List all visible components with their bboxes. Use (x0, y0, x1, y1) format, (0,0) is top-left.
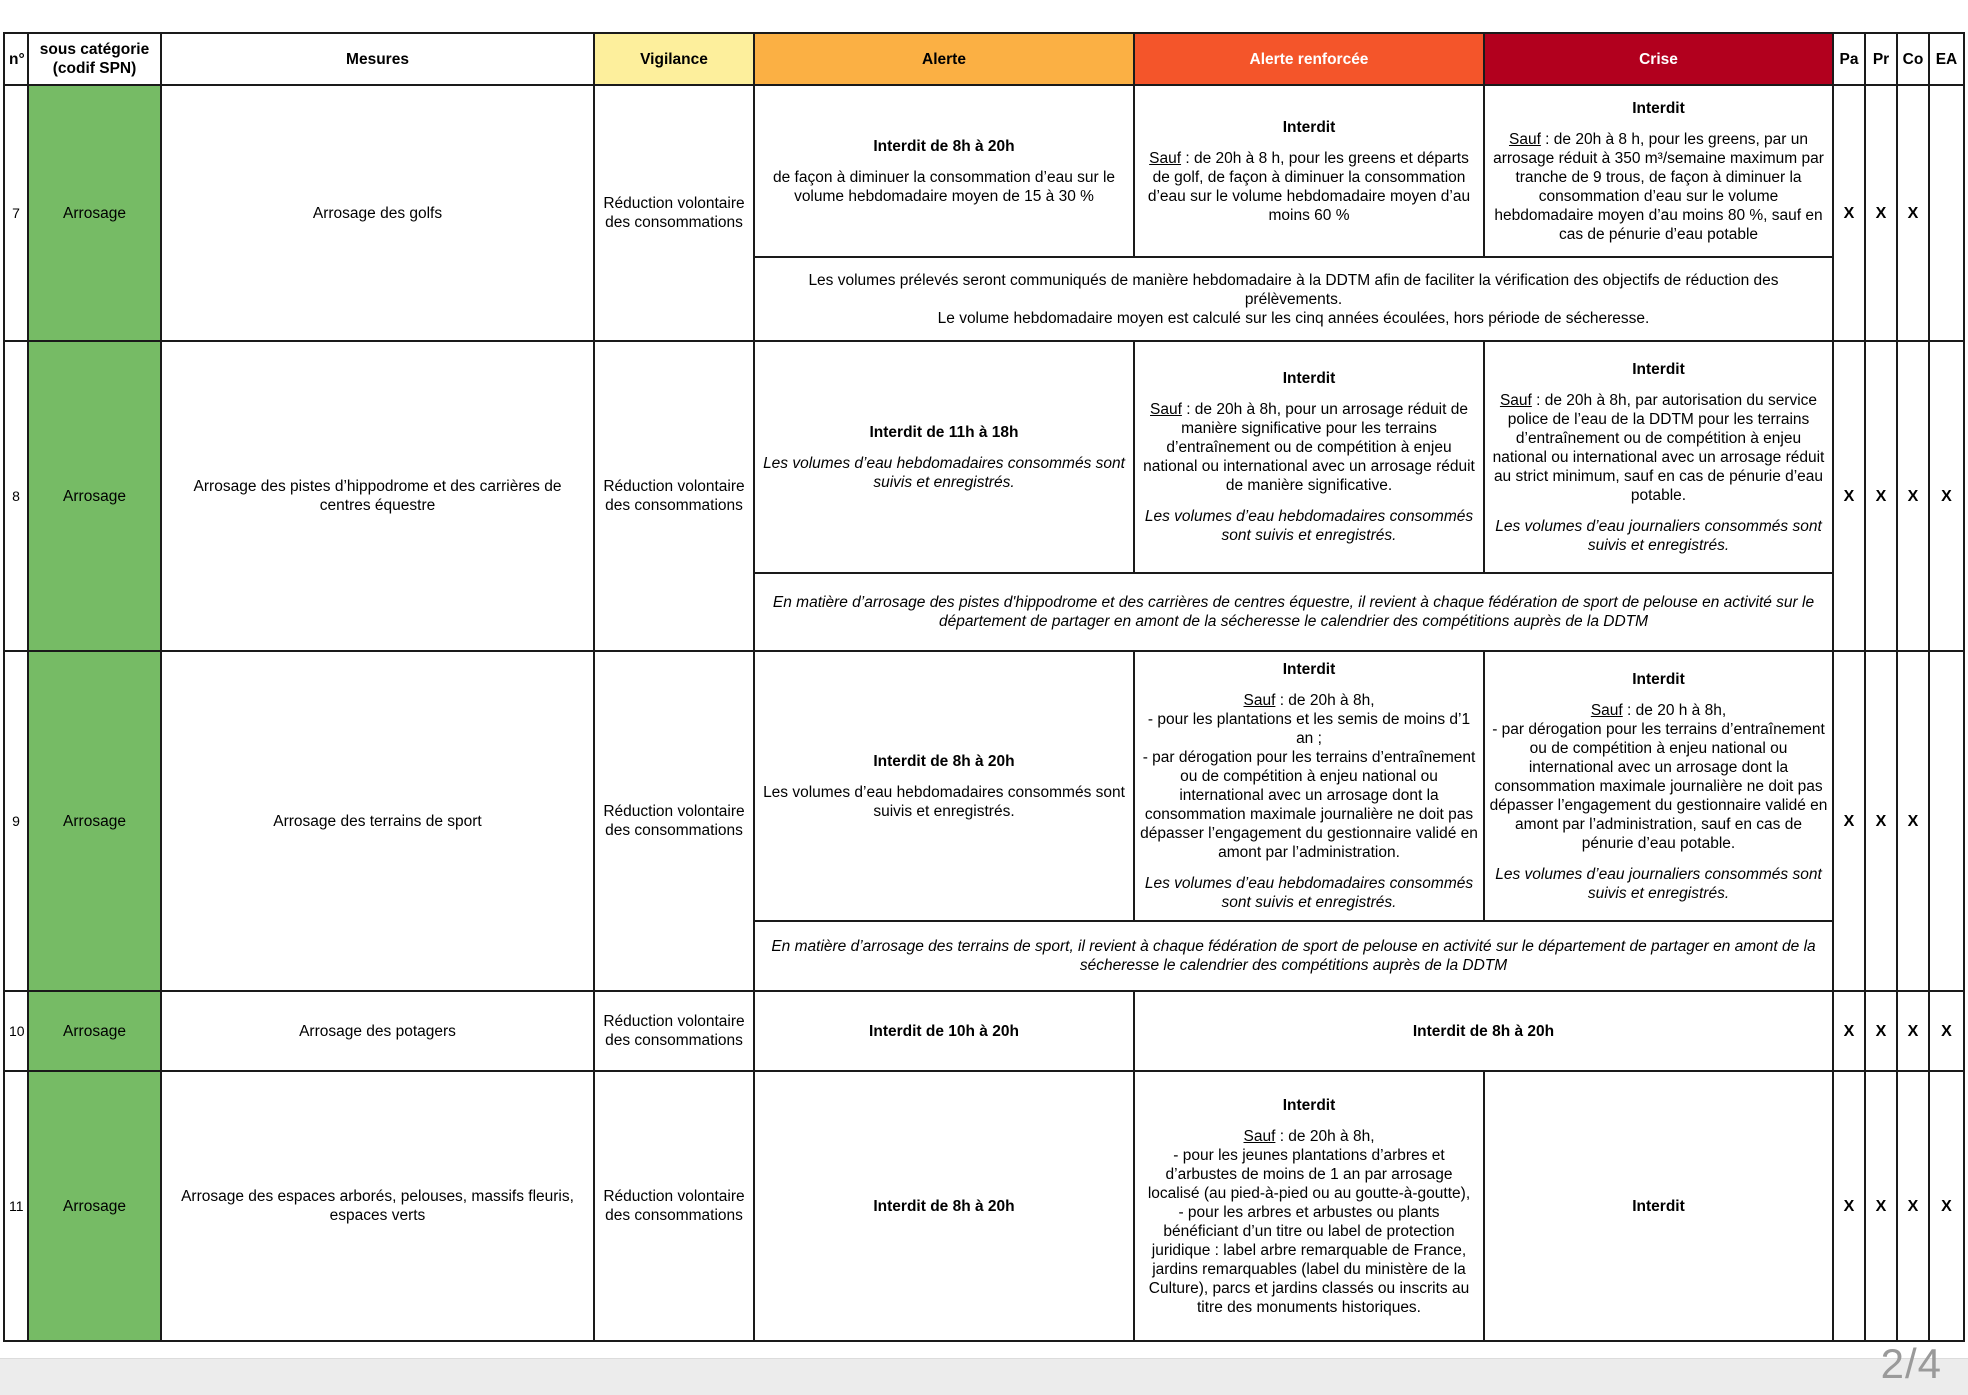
pr-cell: X (1865, 651, 1897, 991)
category-cell: Arrosage (28, 1071, 161, 1341)
sauf-label: Sauf (1508, 130, 1541, 148)
row-number: 7 (4, 85, 28, 341)
alerte-text: Les volumes d’eau hebdomadaires consommés sont suivis et enregistrés. (763, 454, 1125, 491)
alerte-cell (754, 85, 1134, 257)
alerte-cell: Interdit de 8h à 20h (754, 1071, 1134, 1341)
header-n: n° (4, 33, 28, 85)
header-ea: EA (1929, 33, 1964, 85)
mesure-cell: Arrosage des potagers (161, 991, 594, 1071)
crise-note: Les volumes d’eau journaliers consommés sont suivis et enregistrés. (1495, 517, 1822, 554)
page-number: 2/4 (1880, 1340, 1942, 1387)
alerte-title: Interdit de 11h à 18h (869, 423, 1019, 441)
note-cell: En matière d’arrosage des pistes d'hippodrome et des carrières de centres équestre, il revient à chaque fédération de sport de pelouse en activité sur le département de partager en amont de la sécheresse le calendrier des compétitions auprès de la DDTM (754, 573, 1833, 651)
ar-note: Les volumes d’eau hebdomadaires consommés sont suivis et enregistrés. (1144, 875, 1474, 911)
header-crise: Crise (1484, 33, 1833, 85)
vigilance-cell: Réduction volontaire des consommations (594, 991, 754, 1071)
ea-cell (1929, 651, 1964, 991)
mesure-cell: Arrosage des pistes d’hippodrome et des carrières de centres équestre (161, 341, 594, 651)
mesure-cell: Arrosage des terrains de sport (161, 651, 594, 991)
header-pa: Pa (1833, 33, 1865, 85)
pa-cell: X (1833, 651, 1865, 991)
ea-cell: X (1929, 341, 1964, 651)
ar-line-1: - pour les jeunes plantations d’arbres et d’arbustes de moins de 1 an par arrosage localisé (au pied-à-pied ou au goutte-à-goutte), (1147, 1146, 1471, 1202)
co-cell: X (1897, 85, 1929, 341)
crise-cell: Interdit (1484, 1071, 1833, 1341)
row-number: 9 (4, 651, 28, 991)
ea-cell: X (1929, 1071, 1964, 1341)
table-row (4, 1071, 1964, 1341)
sauf-label: Sauf (1243, 692, 1276, 709)
ar-text: Sauf : de 20h à 8h, pour un arrosage réduit de manière significative pour les terrains d’entraînement ou de compétition à enjeu national ou international avec un arrosage réduit de manière significative. (1143, 401, 1475, 494)
sauf-label: Sauf (1150, 401, 1182, 418)
row-number: 8 (4, 341, 28, 651)
alerte-renforcee-cell (1134, 651, 1484, 921)
ar-text: Sauf : de 20h à 8h, (1243, 1127, 1375, 1145)
crise-line-1: - par dérogation pour les terrains d’entraînement ou de compétition à enjeu national ou international avec un arrosage dont la consommation maximale journalière ne doit pas dépasser l’engagement du gestionnaire validé en amont par l’administration, sauf en cas de pénurie d’eau potable. (1489, 720, 1828, 852)
ea-cell: X (1929, 991, 1964, 1071)
mesure-cell: Arrosage des espaces arborés, pelouses, massifs fleuris, espaces verts (161, 1071, 594, 1341)
crise-cell (1484, 651, 1833, 921)
vigilance-cell: Réduction volontaire des consommations (594, 85, 754, 341)
row-number: 10 (4, 991, 28, 1071)
pr-cell: X (1865, 1071, 1897, 1341)
vigilance-cell: Réduction volontaire des consommations (594, 341, 754, 651)
pa-cell: X (1833, 85, 1865, 341)
table-row (4, 651, 1964, 921)
alerte-title: Interdit de 8h à 20h (873, 752, 1015, 770)
header-sous-categorie: sous catégorie (codif SPN) (28, 33, 161, 85)
ea-cell (1929, 85, 1964, 341)
co-cell: X (1897, 341, 1929, 651)
alerte-renforcee-cell (1134, 341, 1484, 573)
restriction-table (3, 32, 1965, 1342)
co-cell: X (1897, 1071, 1929, 1341)
vigilance-cell: Réduction volontaire des consommations (594, 651, 754, 991)
ar-title: Interdit (1282, 118, 1336, 136)
co-cell: X (1897, 651, 1929, 991)
alerte-renforcee-cell (1134, 1071, 1484, 1341)
sauf-label: Sauf (1243, 1127, 1276, 1145)
crise-cell (1484, 85, 1833, 257)
table-row (4, 341, 1964, 573)
note-cell: En matière d’arrosage des terrains de sport, il revient à chaque fédération de sport de pelouse en activité sur le département de partager en amont de la sécheresse le calendrier des compétitions auprès de la DDTM (754, 921, 1833, 991)
bottom-bar (0, 1358, 1968, 1395)
ar-title: Interdit (1282, 661, 1336, 678)
pa-cell: X (1833, 341, 1865, 651)
pa-cell: X (1833, 1071, 1865, 1341)
header-pr: Pr (1865, 33, 1897, 85)
vigilance-cell: Réduction volontaire des consommations (594, 1071, 754, 1341)
note-line-2: Le volume hebdomadaire moyen est calculé sur les cinq années écoulées, hors période de sécheresse. (937, 309, 1650, 327)
crise-title: Interdit (1632, 99, 1685, 117)
category-cell: Arrosage (28, 991, 161, 1071)
ar-line-2: - par dérogation pour les terrains d’entraînement ou de compétition à enjeu national ou international avec un arrosage dont la consommation maximale journalière ne doit pas dépasser l’engagement du gestionnaire validé en amont par l’administration. (1140, 749, 1478, 861)
alerte-text: Les volumes d’eau hebdomadaires consommés sont suivis et enregistrés. (763, 783, 1125, 820)
pr-cell: X (1865, 991, 1897, 1071)
ar-line-2: - pour les arbres et arbustes ou plants bénéficiant d’un titre ou label de protection juridique : label arbre remarquable de France, jardins remarquables (label du ministère de la Culture), parcs et jardins classés ou inscrits au titre des monuments historiques. (1148, 1203, 1470, 1316)
category-cell: Arrosage (28, 651, 161, 991)
table-row (4, 991, 1964, 1071)
crise-cell (1484, 341, 1833, 573)
mesure-cell: Arrosage des golfs (161, 85, 594, 341)
ar-crise-cell: Interdit de 8h à 20h (1134, 991, 1833, 1071)
sauf-label: Sauf (1499, 391, 1532, 409)
category-cell: Arrosage (28, 341, 161, 651)
pa-cell: X (1833, 991, 1865, 1071)
ar-text: Sauf : de 20h à 8h, (1243, 692, 1375, 709)
alerte-title: Interdit de 8h à 20h (873, 137, 1015, 155)
ar-text: Sauf : de 20h à 8 h, pour les greens et départs de golf, de façon à diminuer la consommation d’eau sur le volume hebdomadaire moyen d’au moins 60 % (1147, 149, 1471, 224)
category-cell: Arrosage (28, 85, 161, 341)
pr-cell: X (1865, 85, 1897, 341)
co-cell: X (1897, 991, 1929, 1071)
table-row (4, 85, 1964, 257)
pr-cell: X (1865, 341, 1897, 651)
ar-title: Interdit (1282, 1096, 1336, 1114)
ar-title: Interdit (1282, 370, 1336, 387)
header-mesures: Mesures (161, 33, 594, 85)
note-line-1: Les volumes prélevés seront communiqués de manière hebdomadaire à la DDTM afin de faciliter la vérification des objectifs de réduction des prélèvements. (808, 271, 1779, 308)
header-co: Co (1897, 33, 1929, 85)
crise-title: Interdit (1632, 670, 1685, 688)
ar-note: Les volumes d’eau hebdomadaires consommés sont suivis et enregistrés. (1144, 508, 1474, 544)
crise-text: Sauf : de 20h à 8 h, pour les greens, par un arrosage réduit à 350 m³/semaine maximum par tranche de 9 trous, de façon à diminuer la consommation d’eau sur le volume hebdomadaire moyen d’au moins 80 %, sauf en cas de pénurie d’eau potable (1493, 130, 1824, 243)
row-number: 11 (4, 1071, 28, 1341)
ar-line-1: - pour les plantations et les semis de moins d’1 an ; (1147, 711, 1471, 747)
crise-text: Sauf : de 20h à 8h, par autorisation du service police de l’eau de la DDTM pour les terrains d’entraînement ou de compétition à enjeu national ou international avec un arrosage réduit au strict minimum, sauf en cas de pénurie d’eau potable. (1492, 391, 1825, 504)
alerte-cell (754, 341, 1134, 573)
header-row (4, 33, 1964, 85)
alerte-text: de façon à diminuer la consommation d’eau sur le volume hebdomadaire moyen de 15 à 30 % (772, 168, 1116, 205)
crise-text: Sauf : de 20 h à 8h, (1590, 701, 1727, 719)
top-margin (0, 0, 1968, 30)
sauf-label: Sauf (1149, 149, 1182, 167)
crise-note: Les volumes d’eau journaliers consommés sont suivis et enregistrés. (1495, 865, 1822, 902)
header-vigilance: Vigilance (594, 33, 754, 85)
header-alerte-renforcee: Alerte renforcée (1134, 33, 1484, 85)
alerte-cell (754, 651, 1134, 921)
header-alerte: Alerte (754, 33, 1134, 85)
note-cell (754, 257, 1833, 341)
alerte-cell: Interdit de 10h à 20h (754, 991, 1134, 1071)
alerte-renforcee-cell (1134, 85, 1484, 257)
crise-title: Interdit (1632, 360, 1685, 378)
sauf-label: Sauf (1590, 701, 1623, 719)
